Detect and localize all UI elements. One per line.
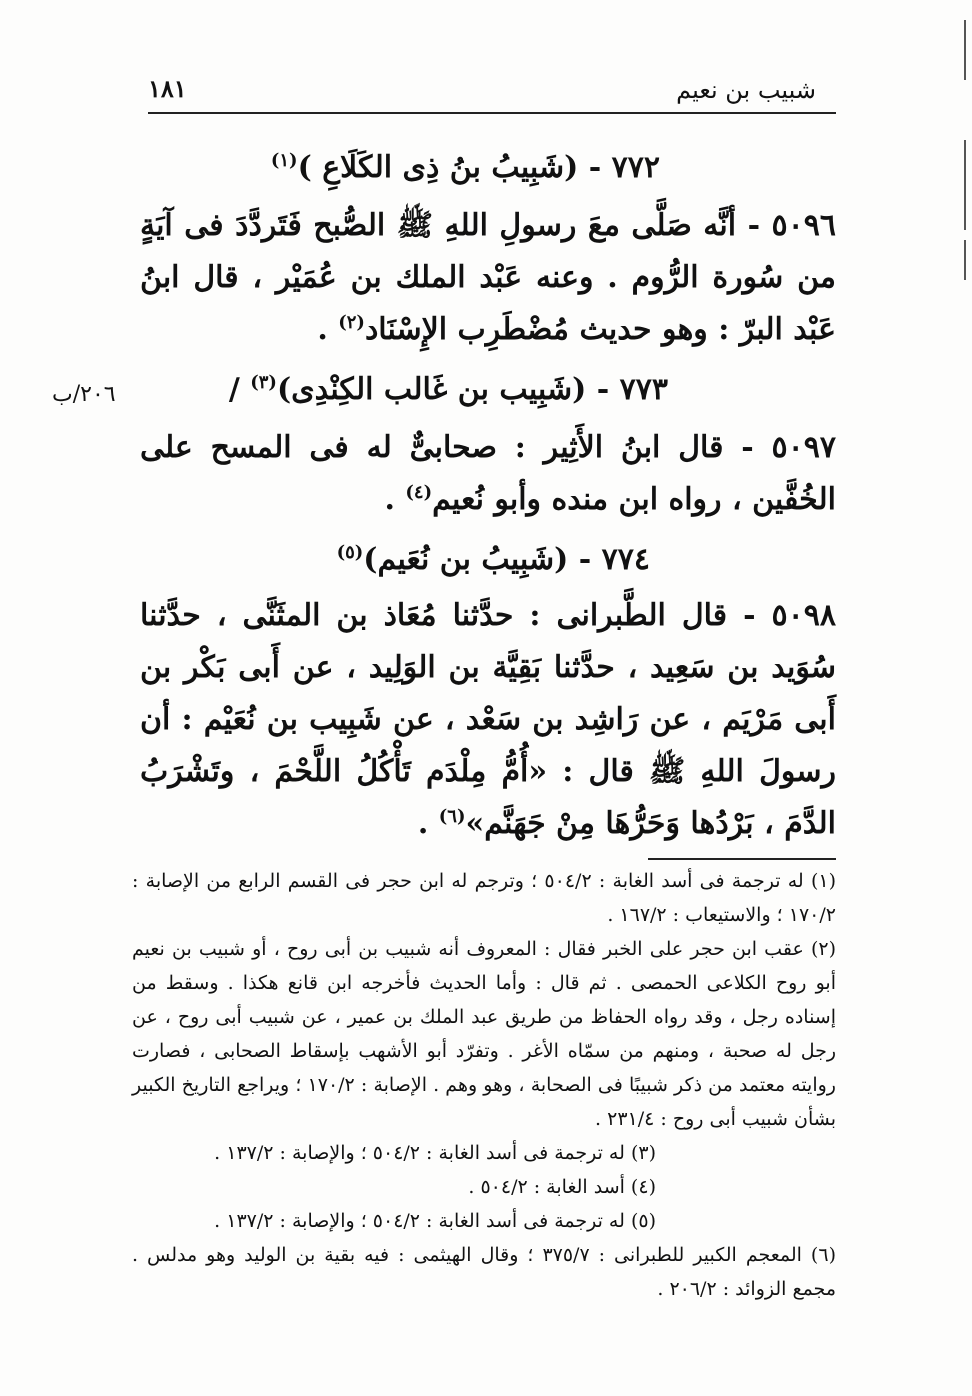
footnote: (١) له ترجمة فى أسد الغابة : ٥٠٤/٢ ؛ وترجم له ابن حجر فى القسم الرابع من الإصابة : ١٧٠/٢ ؛ والاستيعاب : ١٦٧/٢ . (132, 870, 836, 926)
scan-edge-mark (964, 240, 966, 280)
footnote-ref: (٦) (438, 806, 466, 827)
footnote: (٢) عقب ابن حجر على الخبر فقال : المعروف أنه شبيب بن أبى روح ، أو شبيب بن نعيم أبو روح الكلاعى الحمصى . ثم قال : وأما الحديث فأخرجه ابن قانع هكذا . وسقط من إسناده رجل ، وقد رواه الحفاظ من طريق عبد الملك بن عمير ، عن شبيب أبى روح ، عن رجل له صحبة ، ومنهم من سمّاه الأغر . وتفرّد أبو الأشهب بإسقاط الصحابى ، فصارت روايته معتمد من ذكر شبيبًا فى الصحابة ، وهو وهم . الإصابة : ١٧٠/٢ ؛ ويراجع التاريخ الكبير بشأن شبيب أبى روح : ٢٣١/٤ . (132, 938, 836, 1130)
manuscript-folio-note: ٢٠٦/ب (52, 382, 116, 407)
footnote: (٤) أسد الغابة : ٥٠٤/٢ . (468, 1176, 656, 1198)
footnote-ref: (٣) (250, 372, 277, 393)
hadith-paragraph (140, 200, 836, 356)
paragraph-end: . (317, 312, 339, 347)
footnote-ref: (١) (270, 150, 298, 171)
running-head (148, 72, 836, 114)
entry-heading-text: ٧٧٣ - (شَبِيب بن غَالب الكِنْدِى) (276, 372, 668, 407)
entry-heading-text: ٧٧٢ - (شَبِيبُ بنُ ذِى الكَلَاعِ ) (297, 150, 660, 185)
paragraph-end: . (384, 482, 406, 517)
footnote: (٦) المعجم الكبير للطبرانى : ٣٧٥/٧ ؛ وقال الهيثمى : فيه بقية بن الوليد وهو مدلس . مجمع الزوائد : ٢٠٦/٢ . (132, 1244, 836, 1300)
hadith-text: ٥٠٩٦ - أنَّه صَلَّى معَ رسولِ اللهِ ﷺ الصُّبح فَتَردَّدَ فى آيَةٍ من سُورة الرُّوم . وعنه عَبْد الملك بن عُمَيْر ، قال ابنُ عَبْد البرّ : وهو حديث مُضْطَرِب الإِسْنَاد (140, 208, 836, 347)
footnote: (٥) له ترجمة فى أسد الغابة : ٥٠٤/٢ ؛ والإصابة : ١٣٧/٢ . (214, 1210, 656, 1232)
footnote-separator (648, 858, 836, 860)
entry-heading (336, 542, 650, 577)
hadith-text: ٥٠٩٨ - قال الطَّبرانى : حدَّثنا مُعَاذ بن المثَنَّى ، حدَّثنا سُوَيد بن سَعِيد ، حدَّثنا بَقِيَّة بن الوَلِيد ، عن أَبى بَكْر بن أَبى مَرْيَم ، عن رَاشِد بن سَعْد ، عن شَبِيب بن نُعَيْم : أن رسولَ اللهِ ﷺ قال : «أُمُّ مِلْدَم تَأْكُلُ اللَّحْمَ ، وتَشْرَبُ الدَّمَ ، بَرْدُها وَحَرُّهَا مِنْ جَهَنَّم» (140, 598, 836, 841)
entry-heading (270, 150, 660, 185)
page-number: ١٨١ (148, 74, 187, 103)
scan-edge-mark (964, 140, 966, 230)
footnotes (132, 864, 836, 1306)
running-head-title: شبيب بن نعيم (676, 76, 816, 104)
footnote: (٣) له ترجمة فى أسد الغابة : ٥٠٤/٢ ؛ والإصابة : ١٣٧/٢ . (214, 1142, 656, 1164)
entry-heading (228, 372, 668, 407)
heading-suffix: / (228, 372, 251, 407)
footnote-ref: (٤) (405, 482, 433, 503)
footnote-ref: (٥) (336, 542, 364, 563)
hadith-text: ٥٠٩٧ - قال ابنُ الأَثِير : صحابىٌّ له فى المسح على الخُفَّين ، رواه ابن منده وأبو نُعيم (140, 430, 836, 517)
paragraph-end: . (417, 806, 439, 841)
footnote-ref: (٢) (338, 312, 365, 333)
scan-edge-mark (964, 20, 966, 80)
hadith-paragraph (140, 422, 836, 526)
entry-heading-text: ٧٧٤ - (شَبِيبُ بن نُعَيم) (363, 542, 650, 577)
hadith-paragraph (140, 590, 836, 850)
